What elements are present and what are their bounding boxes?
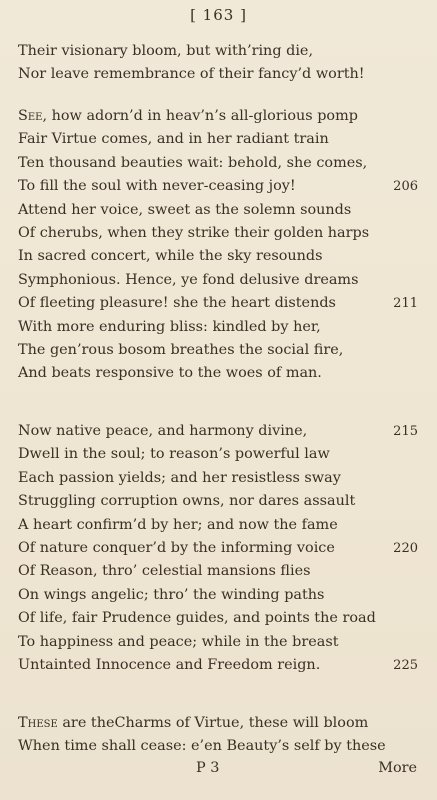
line-number: 206 xyxy=(393,179,418,195)
small-caps-lead: These xyxy=(18,715,58,731)
line-text: And beats responsive to the woes of man. xyxy=(18,365,322,382)
line-text: Dwell in the soul; to reason’s powerful law xyxy=(18,446,330,463)
line-text: Attend her voice, sweet as the solemn sounds xyxy=(18,201,352,218)
poem-line xyxy=(18,584,418,607)
poem-line xyxy=(18,128,418,151)
poem-line xyxy=(18,245,418,268)
poem-line xyxy=(18,222,418,245)
poem-line xyxy=(18,490,418,513)
line-text: The gen’rous bosom breathes the social fire, xyxy=(18,341,344,358)
line-text: When time shall cease: e’en Beauty’s self by these xyxy=(18,738,386,755)
poem-line xyxy=(18,420,418,443)
catchword: More xyxy=(378,760,417,776)
poem-line xyxy=(18,292,418,315)
line-text-rest: are theCharms of Virtue, these will bloom xyxy=(57,715,369,731)
poem-line xyxy=(18,63,418,86)
poem-line xyxy=(18,735,418,758)
line-text: With more enduring bliss: kindled by her, xyxy=(18,318,321,335)
poem-line xyxy=(18,105,418,128)
poem-line xyxy=(18,152,418,175)
line-text: Symphonious. Hence, ye fond delusive dreams xyxy=(18,271,359,288)
line-text: Each passion yields; and her resistless sway xyxy=(18,469,341,486)
poem-line xyxy=(18,560,418,583)
poem-line xyxy=(18,537,418,560)
line-number: 225 xyxy=(393,657,418,673)
poem-line xyxy=(18,607,418,630)
line-text xyxy=(18,712,368,735)
signature-mark: P 3 xyxy=(196,760,220,776)
line-text: Nor leave remembrance of their fancy’d worth! xyxy=(18,66,365,83)
poem-line xyxy=(18,339,418,362)
poem-line xyxy=(18,467,418,490)
line-text: In sacred concert, while the sky resounds xyxy=(18,248,323,265)
stanza-3 xyxy=(18,420,418,677)
line-text: Now native peace, and harmony divine, xyxy=(18,423,308,439)
poem-line xyxy=(18,712,418,735)
line-text: On wings angelic; thro’ the winding paths xyxy=(18,586,325,603)
line-text: Of Reason, thro’ celestial mansions flies xyxy=(18,563,311,580)
line-text: A heart confirm’d by her; and now the fame xyxy=(18,516,338,533)
line-text: Untainted Innocence and Freedom reign. xyxy=(18,656,321,673)
line-number: 211 xyxy=(393,296,418,312)
line-text: Struggling corruption owns, nor dares assault xyxy=(18,493,356,510)
poem-line xyxy=(18,40,418,63)
poem-line xyxy=(18,269,418,292)
poem-line xyxy=(18,443,418,466)
poem-line xyxy=(18,514,418,537)
stanza-2 xyxy=(18,105,418,386)
line-text: Of cherubs, when they strike their golden harps xyxy=(18,224,370,241)
line-text: Of life, fair Prudence guides, and points the road xyxy=(18,610,376,627)
line-text: Of fleeting pleasure! she the heart distends xyxy=(18,295,336,312)
page-number: [ 163 ] xyxy=(190,6,247,24)
small-caps-lead: See, xyxy=(18,108,48,124)
poem-line xyxy=(18,175,418,198)
line-text-rest: how adorn’d in heav’n’s all-glorious pomp xyxy=(47,108,358,124)
line-text: Of nature conquer’d by the informing voice xyxy=(18,539,335,556)
poem-line xyxy=(18,631,418,654)
line-number: 215 xyxy=(393,424,418,439)
line-text: To fill the soul with never-ceasing joy! xyxy=(18,178,296,195)
line-text: Their visionary bloom, but with’ring die, xyxy=(18,43,314,59)
stanza-1 xyxy=(18,40,418,87)
poem-line xyxy=(18,362,418,385)
line-text: Ten thousand beauties wait: behold, she comes, xyxy=(18,154,368,171)
poem-line xyxy=(18,316,418,339)
line-text: Fair Virtue comes, and in her radiant train xyxy=(18,131,329,148)
page-footer xyxy=(0,760,437,784)
stanza-4 xyxy=(18,712,418,759)
line-text xyxy=(18,105,358,128)
poem-line xyxy=(18,199,418,222)
line-text: To happiness and peace; while in the breast xyxy=(18,633,339,650)
line-number: 220 xyxy=(393,540,418,556)
poem-line xyxy=(18,654,418,677)
